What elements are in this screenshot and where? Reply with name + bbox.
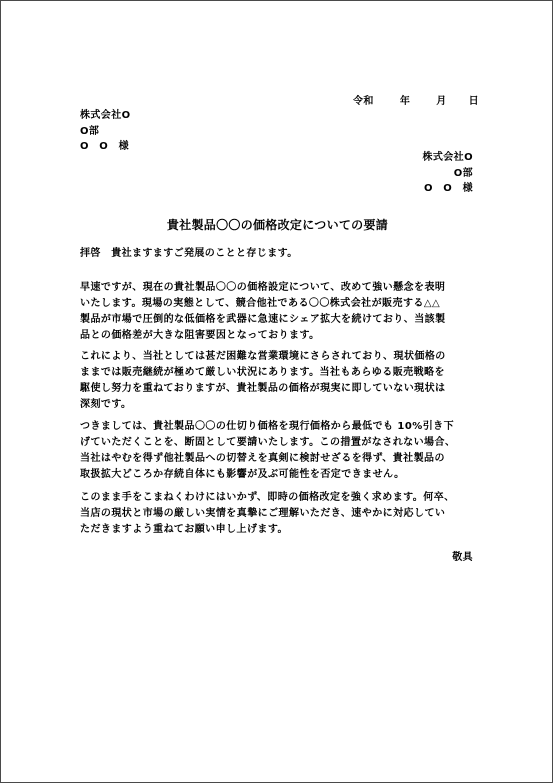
paragraph-line: 当社はやむを得ず他社製品への切替えを真剣に検討せざるを得ず、貴社製品の: [80, 453, 445, 464]
paragraph-line: 品との価格差が大きな阻害要因となっております。: [80, 330, 320, 341]
paragraph-line: このまま手をこまねくわけにはいかず、即時の価格改定を強く求めます。何卒、: [80, 492, 455, 503]
paragraph-line: いたします。現場の実態として、競合他社である〇〇株式会社が販売する△△: [80, 298, 441, 309]
greeting: 拝啓 貴社ますますご発展のことと存じます。: [80, 248, 298, 259]
paragraph-4: [80, 490, 475, 538]
sender-person: O O 様: [423, 183, 473, 194]
paragraph-line: これにより、当社としては甚だ困難な営業環境にさらされており、現状価格の: [80, 351, 446, 362]
paragraph-2: [80, 349, 475, 413]
paragraph-1: [80, 280, 475, 344]
letter-page: [1, 1, 552, 782]
letter-title: 貴社製品〇〇の価格改定についての要請: [166, 218, 389, 232]
date-day: 日: [468, 96, 480, 107]
date-month: 月: [436, 96, 447, 107]
sender-company: 株式会社O: [422, 152, 473, 163]
paragraph-line: げていただくことを、断固として要請いたします。この措置がなされない場合、: [80, 437, 456, 448]
paragraph-line: ままでは販売継続が極めて厳しい状況にあります。当社もあらゆる販売戦略を: [80, 367, 445, 378]
recipient-person: O O 様: [80, 141, 130, 152]
paragraph-line: 製品が市場で圧倒的な低価格を武器に急速にシェア拡大を続けており、当該製: [80, 314, 446, 325]
paragraph-line: 当店の現状と市場の厳しい実情を真摯にご理解いただき、速やかに対応してい: [80, 508, 446, 519]
sender-department: O部: [453, 168, 473, 179]
paragraph-3: [80, 419, 475, 483]
paragraph-line: 駆使し努力を重ねておりますが、貴社製品の価格が現実に即していない現状は: [80, 383, 446, 394]
paragraph-line: 深刻です。: [80, 399, 132, 410]
paragraph-line: ただきますよう重ねてお願い申し上げます。: [80, 524, 288, 535]
paragraph-line: 早速ですが、現在の貴社製品〇〇の価格設定について、改めて強い懸念を表明: [80, 282, 446, 293]
date-year: 年: [399, 96, 411, 107]
recipient-department: O部: [80, 126, 100, 137]
paragraph-line: つきましては、貴社製品〇〇の仕切り価格を現行価格から最低でも 10%引き下: [80, 421, 455, 432]
paragraph-line: 取扱拡大どころか存続自体にも影響が及ぶ可能性を否定できません。: [80, 469, 405, 480]
recipient-company: 株式会社O: [80, 110, 131, 121]
closing: 敬具: [452, 552, 473, 563]
date-line: [353, 95, 479, 109]
date-era: 令和: [353, 96, 374, 107]
